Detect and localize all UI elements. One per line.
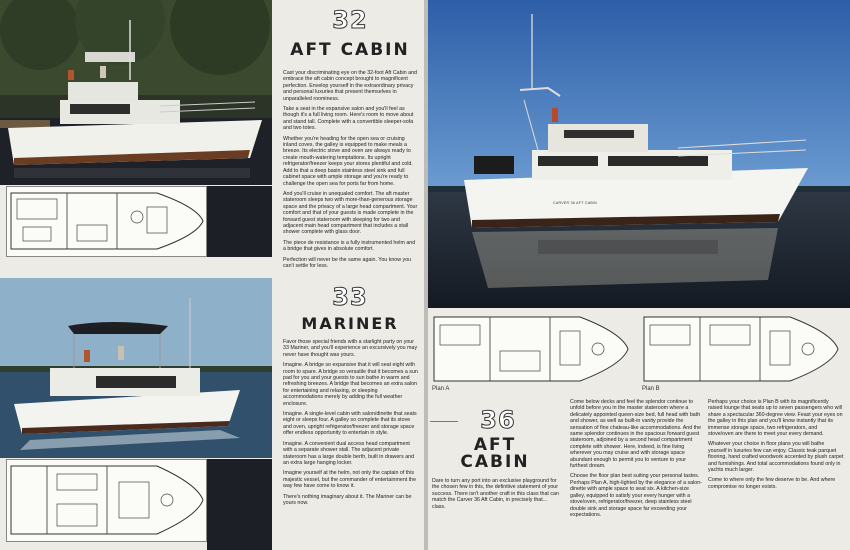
model-33-para: There's nothing imaginary about it. The Mariner can be yours now. [283,493,412,506]
model-32-para: Whether you're heading for the open sea or cruising inland coves, the galley is equipped to make meals a breeze. Its electric stove and oven are always ready to create mouth-watering temptations. Its upright refrigerator/freezer keeps your stores plentiful and cold. Add to that a deep basin stainless steel sink and full cabinet space with ample storage and you're ready to challenge the open sea for ports far from home. [283,135,413,187]
model-32-number: 32 [332,6,368,34]
model-36-para: Perhaps your choice is Plan B with its magnificently raised lounge that seats up to seven passengers who will share a spectacular 360-degree view. Feast your eyes on the galley in this plan and you'll know instantly that its immense storage space, two refrigerators, and stove/oven are there to meet your every demand. [708,399,843,438]
model-36-col2 [570,399,704,522]
plan-a-label: Plan A [432,386,450,392]
model-33-para: Imagine. A single-level cabin with salon/dinette that seats eight or sleeps four. A galley so complete that its stove and oven, upright refrigerator/freezer and storage space offer endless opportunity to entertain in style. [283,411,417,437]
photo-33-mariner [0,278,272,458]
model-32-body [283,70,418,273]
model-36-para: Come to where only the few deserve to be. And where compromise no longer exists. [708,477,836,490]
model-32-para: Perfection will never be the same again. You know you can't settle for less. [283,256,412,269]
model-36-number: 36 [458,406,538,434]
photo-36-aft-cabin [428,0,850,308]
model-33-para: Imagine. A convenient dual access head compartment with a separate shower stall. The adjacent private stateroom has a large double berth, built in drawers and an extra large hanging locker. [283,440,415,466]
model-36-title-1: AFT [473,435,517,455]
model-36-para: Come below decks and feel the splendor continue to unfold before you in the master stateroom where a delicately appointed queen-size bed, full head with bath and shower, as well as built-in vanity provide the sensation of fine chateau-like accommodations. And the same splendor continues in the spacious forward guest stateroom, adjoined by a second head compartment complete with shower. Here, indeed, is fine living wherever you may cruise and with storage space abundant enough to permit you to venture to your furthest dream. [570,399,702,470]
plan-33-bg [207,459,272,550]
floor-plan-36-b [640,311,840,386]
floor-plan-33 [6,459,207,542]
plan-32-bg [207,186,272,257]
hull-name: CARVER 36 AFT CABIN [553,201,598,205]
model-33-number: 33 [332,283,368,311]
floor-plan-32 [6,186,207,257]
model-32-para: Cast your discriminating eye on the 32-foot Aft Cabin and embrace the aft cabin concept brought to magnificent perfection. Envelop yourself in the extraordinary privacy and personal luxuries that present themselves in unparalleled roominess. [283,70,417,102]
model-32-para: And you'll cruise in unequaled comfort. The aft master stateroom sleeps two with more-than-generous storage space and the privacy of a large head compartment. Your comfort and that of your guests is made complete in the forward guest stateroom with sleeping for two and adjacent main head compartment that includes a stall shower complete with glass door. [283,190,418,236]
photo-32-aft-cabin [0,0,272,185]
model-33-para: Imagine yourself at the helm, not only the captain of this majestic vessel, but the commander of entertainment the way few have come to know it. [283,470,417,490]
model-32-title: AFT CABIN [290,40,410,60]
model-33-para: Favor those special friends with a starlight party on your 33 Mariner, and you'll experience an excursively you may never have thought was yours. [283,339,418,358]
model-36-title-2: CABIN [460,452,530,472]
model-33-title: MARINER [301,314,399,333]
model-36-para: Choose the floor plan best suiting your personal tastes. Perhaps Plan A, high-lighted by the elegance of a salon-dinette with ample space to seat six. A kitchen-size galley, equipped to satisfy your every hunger with a stove/oven, refrigerator/freezer, deep stainless steel double sink and storage space far exceeding your expectations. [570,473,702,518]
floor-plan-36-a [430,311,630,386]
plan-b-label: Plan B [642,386,660,392]
model-36-col3 [708,399,844,494]
model-32-para: Take a seat in the expansive salon and you'll feel as though it's a full living room. Here's room to move about and stand tall. Complete with a convertible sleeper-sofa and two totes. [283,106,414,132]
model-36-col1 [432,478,562,514]
model-33-body [283,339,418,510]
model-36-intro: Dare to turn any port into an exclusive playground for the chosen few in this, the definitive statement of your success. There isn't another craft in this class that can match the Carver 36 Aft Cabin, in precisely that... class. [432,478,559,510]
model-33-para: Imagine. A bridge so expansive that it will seat eight with room to spare. A bridge so versatile that it becomes a sun pad for you and your guests to sun bathe in warm and refreshing breezes. A bridge that becomes an extra salon for entertaining and relaxing, or sleeping accommodations merely by adding the full weather enclosure. [283,362,418,407]
model-32-para: The piece de resistance is a fully instrumented helm and a bridge that gives in absolute comfort. [283,239,416,253]
model-36-para: Whatever your choice in floor plans you will bathe yourself in luxuries few can enjoy. Classic teak parquet flooring, hand crafted woodwork accented by plush carpet and furnishings. And total accommodations found only in yachts much larger. [708,441,844,474]
